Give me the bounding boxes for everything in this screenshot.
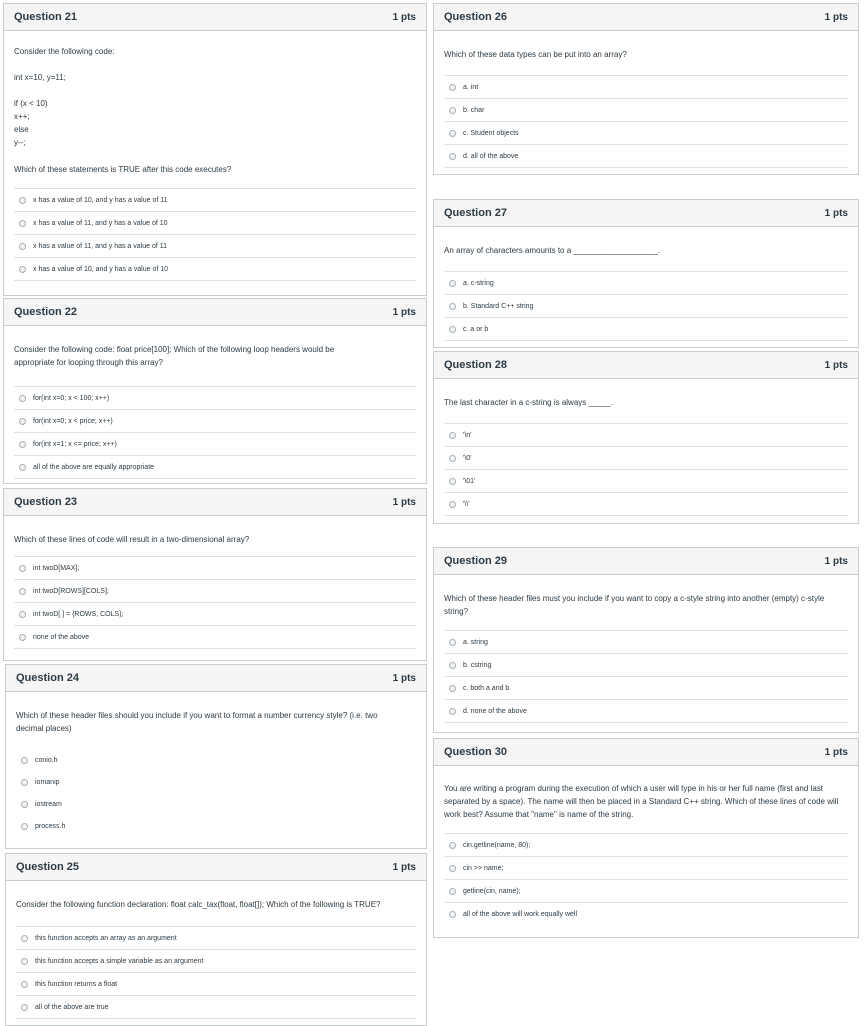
question-title: Question 27 xyxy=(444,207,507,219)
question-points: 1 pts xyxy=(392,496,416,508)
code-block xyxy=(14,71,416,149)
answer-option[interactable] xyxy=(444,469,848,492)
code-line xyxy=(14,84,416,97)
question-title: Question 24 xyxy=(16,672,79,684)
question-header xyxy=(434,739,858,766)
radio-button[interactable] xyxy=(449,455,456,462)
radio-button[interactable] xyxy=(449,326,456,333)
answer-label: cin >> name; xyxy=(463,864,504,872)
answer-option[interactable] xyxy=(444,446,848,469)
answer-option[interactable] xyxy=(14,579,416,602)
radio-button[interactable] xyxy=(449,107,456,114)
answer-list xyxy=(444,833,848,925)
answer-label: iomanip xyxy=(35,778,60,786)
question-24-card xyxy=(5,664,427,849)
code-line: x++; xyxy=(14,112,30,121)
answer-label: cin.getline(name, 80); xyxy=(463,841,531,849)
answer-label: '\0' xyxy=(463,454,472,462)
answer-label: all of the above will work equally well xyxy=(463,910,577,918)
answer-label: int twoD[ ] = {ROWS, COLS}; xyxy=(33,610,124,618)
radio-button[interactable] xyxy=(19,441,26,448)
answer-option[interactable] xyxy=(14,602,416,625)
answer-option[interactable] xyxy=(444,902,848,925)
answer-label: conio.h xyxy=(35,756,58,764)
radio-button[interactable] xyxy=(21,757,28,764)
radio-button[interactable] xyxy=(449,888,456,895)
answer-label: x has a value of 10, and y has a value of 10 xyxy=(33,265,169,273)
radio-button[interactable] xyxy=(19,197,26,204)
answer-option[interactable] xyxy=(444,492,848,516)
radio-button[interactable] xyxy=(19,266,26,273)
answer-option[interactable] xyxy=(14,257,416,281)
answer-option[interactable] xyxy=(16,793,416,815)
question-header xyxy=(6,854,426,881)
question-30-card xyxy=(433,738,859,938)
answer-label: '\n' xyxy=(463,431,472,439)
question-text: Which of these header files must you include if you want to copy a c-style string into another (empty) c-style string? xyxy=(444,594,825,616)
answer-option[interactable] xyxy=(14,625,416,649)
question-header xyxy=(434,4,858,31)
radio-button[interactable] xyxy=(449,911,456,918)
radio-button[interactable] xyxy=(449,432,456,439)
question-text: An array of characters amounts to a ___________________. xyxy=(444,246,661,255)
answer-option[interactable] xyxy=(14,556,416,579)
answer-option[interactable] xyxy=(444,271,848,294)
question-points: 1 pts xyxy=(824,207,848,219)
radio-button[interactable] xyxy=(449,280,456,287)
radio-button[interactable] xyxy=(449,84,456,91)
answer-label: d. all of the above xyxy=(463,152,519,160)
question-title: Question 23 xyxy=(14,496,77,508)
answer-option[interactable] xyxy=(14,188,416,211)
question-prompt: Which of these statements is TRUE after this code executes? xyxy=(14,165,232,174)
answer-label: iostream xyxy=(35,800,62,808)
code-line: y--; xyxy=(14,138,26,147)
question-header xyxy=(4,299,426,326)
answer-option[interactable] xyxy=(444,144,848,168)
question-points: 1 pts xyxy=(824,746,848,758)
radio-button[interactable] xyxy=(449,708,456,715)
answer-label: c. both a and b xyxy=(463,684,510,692)
question-text: You are writing a program during the execution of which a user will type in his or her full name (first and last separated by a space). The name will then be placed in a Standard C++ string. Which of these lines of code will work best? Assume that "name" is name of the string. xyxy=(444,784,839,819)
answer-label: all of the above are true xyxy=(35,1003,109,1011)
answer-label: for(int x=0; x < price; x++) xyxy=(33,417,113,425)
question-title: Question 30 xyxy=(444,746,507,758)
answer-option[interactable] xyxy=(14,432,416,455)
code-line: if (x < 10) xyxy=(14,99,48,108)
answer-option[interactable] xyxy=(444,856,848,879)
answer-list xyxy=(444,75,848,168)
question-29-card xyxy=(433,547,859,733)
answer-option[interactable] xyxy=(16,815,416,837)
radio-button[interactable] xyxy=(449,153,456,160)
radio-button[interactable] xyxy=(21,779,28,786)
question-header xyxy=(6,665,426,692)
answer-list xyxy=(14,386,416,479)
question-23-card xyxy=(3,488,427,661)
answer-list xyxy=(444,630,848,723)
radio-button[interactable] xyxy=(449,478,456,485)
answer-option[interactable] xyxy=(444,98,848,121)
question-title: Question 28 xyxy=(444,359,507,371)
answer-option[interactable] xyxy=(444,317,848,341)
answer-list xyxy=(16,926,416,1019)
radio-button[interactable] xyxy=(21,1004,28,1011)
question-points: 1 pts xyxy=(392,11,416,23)
radio-button[interactable] xyxy=(19,395,26,402)
answer-label: a. c-string xyxy=(463,279,494,287)
question-22-card xyxy=(3,298,427,484)
answer-option[interactable] xyxy=(14,409,416,432)
answer-option[interactable] xyxy=(16,972,416,995)
radio-button[interactable] xyxy=(21,935,28,942)
answer-label: x has a value of 11, and y has a value of 11 xyxy=(33,242,167,250)
radio-button[interactable] xyxy=(21,801,28,808)
question-27-card xyxy=(433,199,859,348)
answer-option[interactable] xyxy=(14,455,416,479)
question-title: Question 29 xyxy=(444,555,507,567)
radio-button[interactable] xyxy=(449,639,456,646)
radio-button[interactable] xyxy=(19,220,26,227)
question-points: 1 pts xyxy=(392,306,416,318)
radio-button[interactable] xyxy=(449,662,456,669)
code-line: else xyxy=(14,125,29,134)
question-header xyxy=(4,489,426,516)
radio-button[interactable] xyxy=(19,588,26,595)
question-points: 1 pts xyxy=(392,861,416,873)
radio-button[interactable] xyxy=(21,823,28,830)
answer-label: this function accepts an array as an argument xyxy=(35,934,177,942)
radio-button[interactable] xyxy=(449,865,456,872)
question-points: 1 pts xyxy=(824,555,848,567)
radio-button[interactable] xyxy=(449,501,456,508)
answer-option[interactable] xyxy=(444,630,848,653)
answer-option[interactable] xyxy=(444,75,848,98)
answer-label: for(int x=0; x < 100; x++) xyxy=(33,394,110,402)
radio-button[interactable] xyxy=(449,303,456,310)
answer-label: getline(cin, name); xyxy=(463,887,521,895)
question-header xyxy=(434,200,858,227)
answer-label: '\01' xyxy=(463,477,476,485)
answer-label: all of the above are equally appropriate xyxy=(33,463,155,471)
answer-option[interactable] xyxy=(16,771,416,793)
answer-label: c. Student objects xyxy=(463,129,519,137)
question-points: 1 pts xyxy=(824,11,848,23)
answer-label: '\\' xyxy=(463,500,470,508)
question-header xyxy=(434,548,858,575)
question-text: Consider the following code: xyxy=(14,47,115,56)
radio-button[interactable] xyxy=(19,464,26,471)
radio-button[interactable] xyxy=(19,243,26,250)
answer-list xyxy=(14,188,416,281)
question-title: Question 21 xyxy=(14,11,77,23)
radio-button[interactable] xyxy=(449,685,456,692)
question-title: Question 25 xyxy=(16,861,79,873)
question-points: 1 pts xyxy=(824,359,848,371)
answer-label: b. cstring xyxy=(463,661,492,669)
radio-button[interactable] xyxy=(21,958,28,965)
question-21-card xyxy=(3,3,427,296)
question-points: 1 pts xyxy=(392,672,416,684)
question-text: Consider the following code: float price[100]; Which of the following loop headers would be appropriate for looping through this array? xyxy=(14,345,335,367)
question-text: Which of these lines of code will result in a two-dimensional array? xyxy=(14,535,250,544)
answer-option[interactable] xyxy=(444,653,848,676)
answer-label: process.h xyxy=(35,822,66,830)
answer-list xyxy=(16,749,416,837)
answer-label: for(int x=1; x <= price; x++) xyxy=(33,440,117,448)
answer-list xyxy=(444,423,848,516)
answer-option[interactable] xyxy=(14,211,416,234)
answer-label: x has a value of 10, and y has a value of 11 xyxy=(33,196,168,204)
answer-label: b. char xyxy=(463,106,485,114)
radio-button[interactable] xyxy=(21,981,28,988)
answer-option[interactable] xyxy=(16,949,416,972)
answer-option[interactable] xyxy=(16,926,416,949)
question-26-card xyxy=(433,3,859,175)
answer-label: b. Standard C++ string xyxy=(463,302,534,310)
answer-list xyxy=(14,556,416,649)
answer-list xyxy=(444,271,848,341)
answer-option[interactable] xyxy=(14,234,416,257)
question-text: Which of these data types can be put into an array? xyxy=(444,50,627,59)
question-text: The last character in a c-string is always _____. xyxy=(444,398,613,407)
code-line: int x=10, y=11; xyxy=(14,73,66,82)
question-title: Question 26 xyxy=(444,11,507,23)
radio-button[interactable] xyxy=(449,842,456,849)
answer-option[interactable] xyxy=(444,121,848,144)
answer-label: int twoD[MAX]; xyxy=(33,564,80,572)
answer-option[interactable] xyxy=(16,749,416,771)
answer-option[interactable] xyxy=(14,386,416,409)
answer-label: int twoD[ROWS][COLS]; xyxy=(33,587,109,595)
radio-button[interactable] xyxy=(19,611,26,618)
answer-option[interactable] xyxy=(444,699,848,723)
answer-label: c. a or b xyxy=(463,325,489,333)
answer-label: a. string xyxy=(463,638,488,646)
answer-option[interactable] xyxy=(444,423,848,446)
question-28-card xyxy=(433,351,859,524)
question-text: Which of these header files should you include if you want to format a number currency style? (i.e. two decimal places) xyxy=(16,711,378,733)
question-text: Consider the following function declaration: float calc_tax(float, float[]); Which of the following is TRUE? xyxy=(16,900,381,909)
answer-option[interactable] xyxy=(444,879,848,902)
answer-option[interactable] xyxy=(444,676,848,699)
answer-option[interactable] xyxy=(444,833,848,856)
question-title: Question 22 xyxy=(14,306,77,318)
answer-label: this function returns a float xyxy=(35,980,118,988)
radio-button[interactable] xyxy=(19,634,26,641)
question-header xyxy=(434,352,858,379)
radio-button[interactable] xyxy=(449,130,456,137)
answer-label: none of the above xyxy=(33,633,90,641)
answer-label: x has a value of 11, and y has a value of 10 xyxy=(33,219,168,227)
radio-button[interactable] xyxy=(19,565,26,572)
answer-label: a. int xyxy=(463,83,479,91)
question-header xyxy=(4,4,426,31)
answer-option[interactable] xyxy=(16,995,416,1019)
answer-label: d. none of the above xyxy=(463,707,527,715)
answer-label: this function accepts a simple variable as an argument xyxy=(35,957,204,965)
radio-button[interactable] xyxy=(19,418,26,425)
question-25-card xyxy=(5,853,427,1026)
answer-option[interactable] xyxy=(444,294,848,317)
